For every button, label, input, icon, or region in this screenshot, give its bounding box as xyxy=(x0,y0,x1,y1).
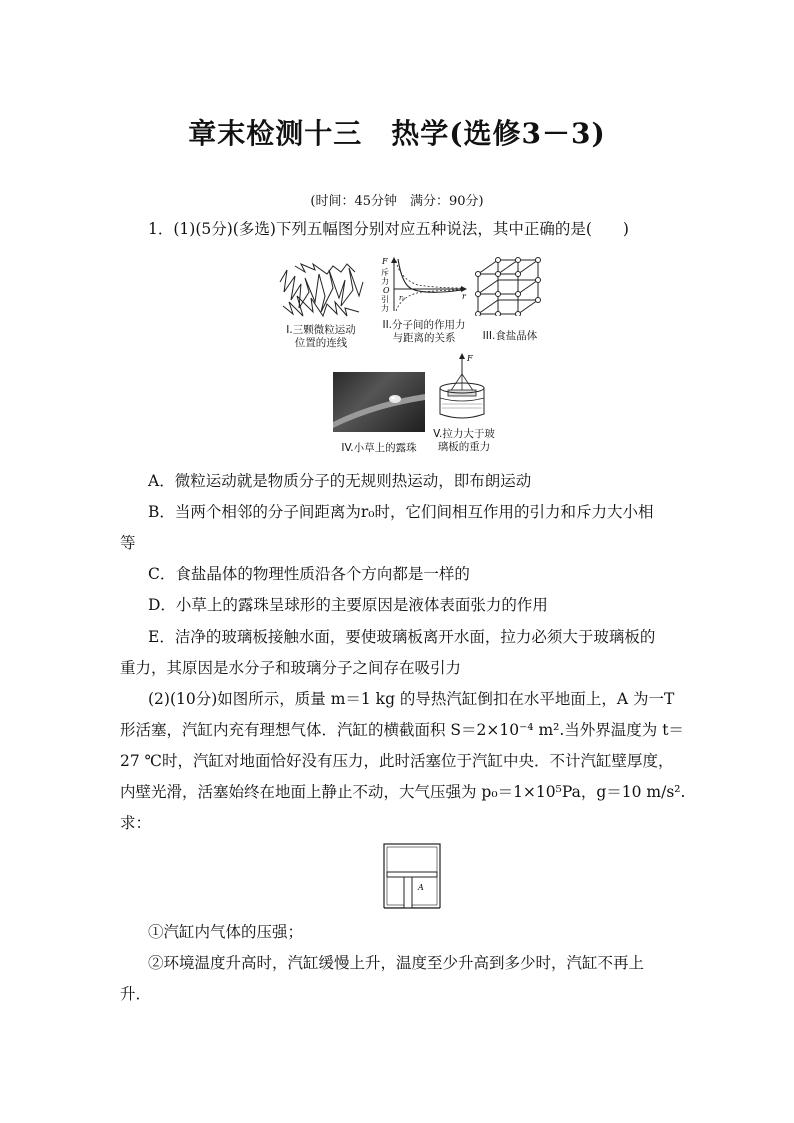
figure-brownian-motion xyxy=(275,262,367,349)
option-d: D．小草上的露珠呈球形的主要原因是液体表面张力的作用 xyxy=(148,596,548,614)
figure-5-caption-line1: V.拉力大于玻 xyxy=(433,428,495,440)
figure-1-caption-line2: 位置的连线 xyxy=(294,337,348,349)
piston-label-a: A xyxy=(418,883,424,892)
glass-plate-graphic xyxy=(428,352,500,424)
cylinder-piston-graphic xyxy=(380,842,444,912)
crystal-lattice-graphic xyxy=(472,256,548,316)
axis-label-r: r xyxy=(462,292,466,301)
figure-salt-crystal xyxy=(472,256,548,346)
page-title: 章末检测十三 热学(选修3－3) xyxy=(188,117,606,150)
question-2-line5: 求： xyxy=(120,814,152,832)
sub-question-2-line1: ②环境温度升高时，汽缸缓慢上升，温度至少升高到多少时，汽缸不再上 xyxy=(148,954,645,972)
axis-label-repulsion-2: 力 xyxy=(381,277,389,286)
axis-label-repulsion-1: 斥 xyxy=(381,268,389,277)
dew-photo-image xyxy=(333,372,425,432)
option-c: C．食盐晶体的物理性质沿各个方向都是一样的 xyxy=(148,565,470,583)
figure-3-caption: III.食盐晶体 xyxy=(482,330,538,342)
exam-info: (时间：45分钟 满分：90分) xyxy=(310,194,484,209)
figure-2-caption-line2: 与距离的关系 xyxy=(392,332,456,344)
question-2-line2: 形活塞，汽缸内充有理想气体．汽缸的横截面积 S＝2×10⁻⁴ m².当外界温度为 t＝ xyxy=(120,721,684,739)
sub-question-1: ①汽缸内气体的压强； xyxy=(148,923,304,941)
axis-label-origin: O xyxy=(383,286,390,295)
question-2-line3: 27 ℃时，汽缸对地面恰好没有压力，此时活塞位于汽缸中央．不计汽缸壁厚度， xyxy=(120,752,674,770)
sub-question-2-line2: 升． xyxy=(120,985,152,1003)
axis-label-r0: r₀ xyxy=(399,294,406,302)
figure-molecular-force xyxy=(378,255,470,347)
force-distance-graph xyxy=(378,255,470,315)
figure-4-caption: IV.小草上的露珠 xyxy=(341,442,417,454)
axis-label-attraction-1: 引 xyxy=(381,295,389,304)
brownian-paths-graphic xyxy=(275,262,367,320)
figure-dew-photo xyxy=(333,372,425,456)
option-b-line2: 等 xyxy=(120,534,136,552)
option-a: A．微粒运动就是物质分子的无规则热运动，即布朗运动 xyxy=(148,472,532,490)
option-b-line1: B．当两个相邻的分子间距离为r₀时，它们间相互作用的引力和斥力大小相 xyxy=(148,503,654,521)
figure-1-caption-line1: I.三颗微粒运动 xyxy=(286,324,356,336)
figure-2-caption-line1: II.分子间的作用力 xyxy=(382,319,466,331)
question-1-stem: 1．(1)(5分)(多选)下列五幅图分别对应五种说法，其中正确的是( ) xyxy=(148,220,629,238)
option-e-line2: 重力，其原因是水分子和玻璃分子之间存在吸引力 xyxy=(120,659,462,677)
force-label-f: F xyxy=(467,354,473,363)
question-2-line4: 内壁光滑，活塞始终在地面上静止不动，大气压强为 p₀＝1×10⁵Pa，g＝10 m/s². xyxy=(120,783,686,801)
figure-glass-plate xyxy=(428,352,500,458)
question-2-line1: (2)(10分)如图所示，质量 m＝1 kg 的导热汽缸倒扣在水平地面上，A 为一T xyxy=(148,690,675,708)
option-e-line1: E．洁净的玻璃板接触水面，要使玻璃板离开水面，拉力必须大于玻璃板的 xyxy=(148,628,656,646)
figure-cylinder-piston xyxy=(380,842,444,912)
figure-5-caption-line2: 璃板的重力 xyxy=(437,441,491,453)
axis-label-attraction-2: 力 xyxy=(381,304,389,313)
axis-label-f: F xyxy=(382,257,388,266)
